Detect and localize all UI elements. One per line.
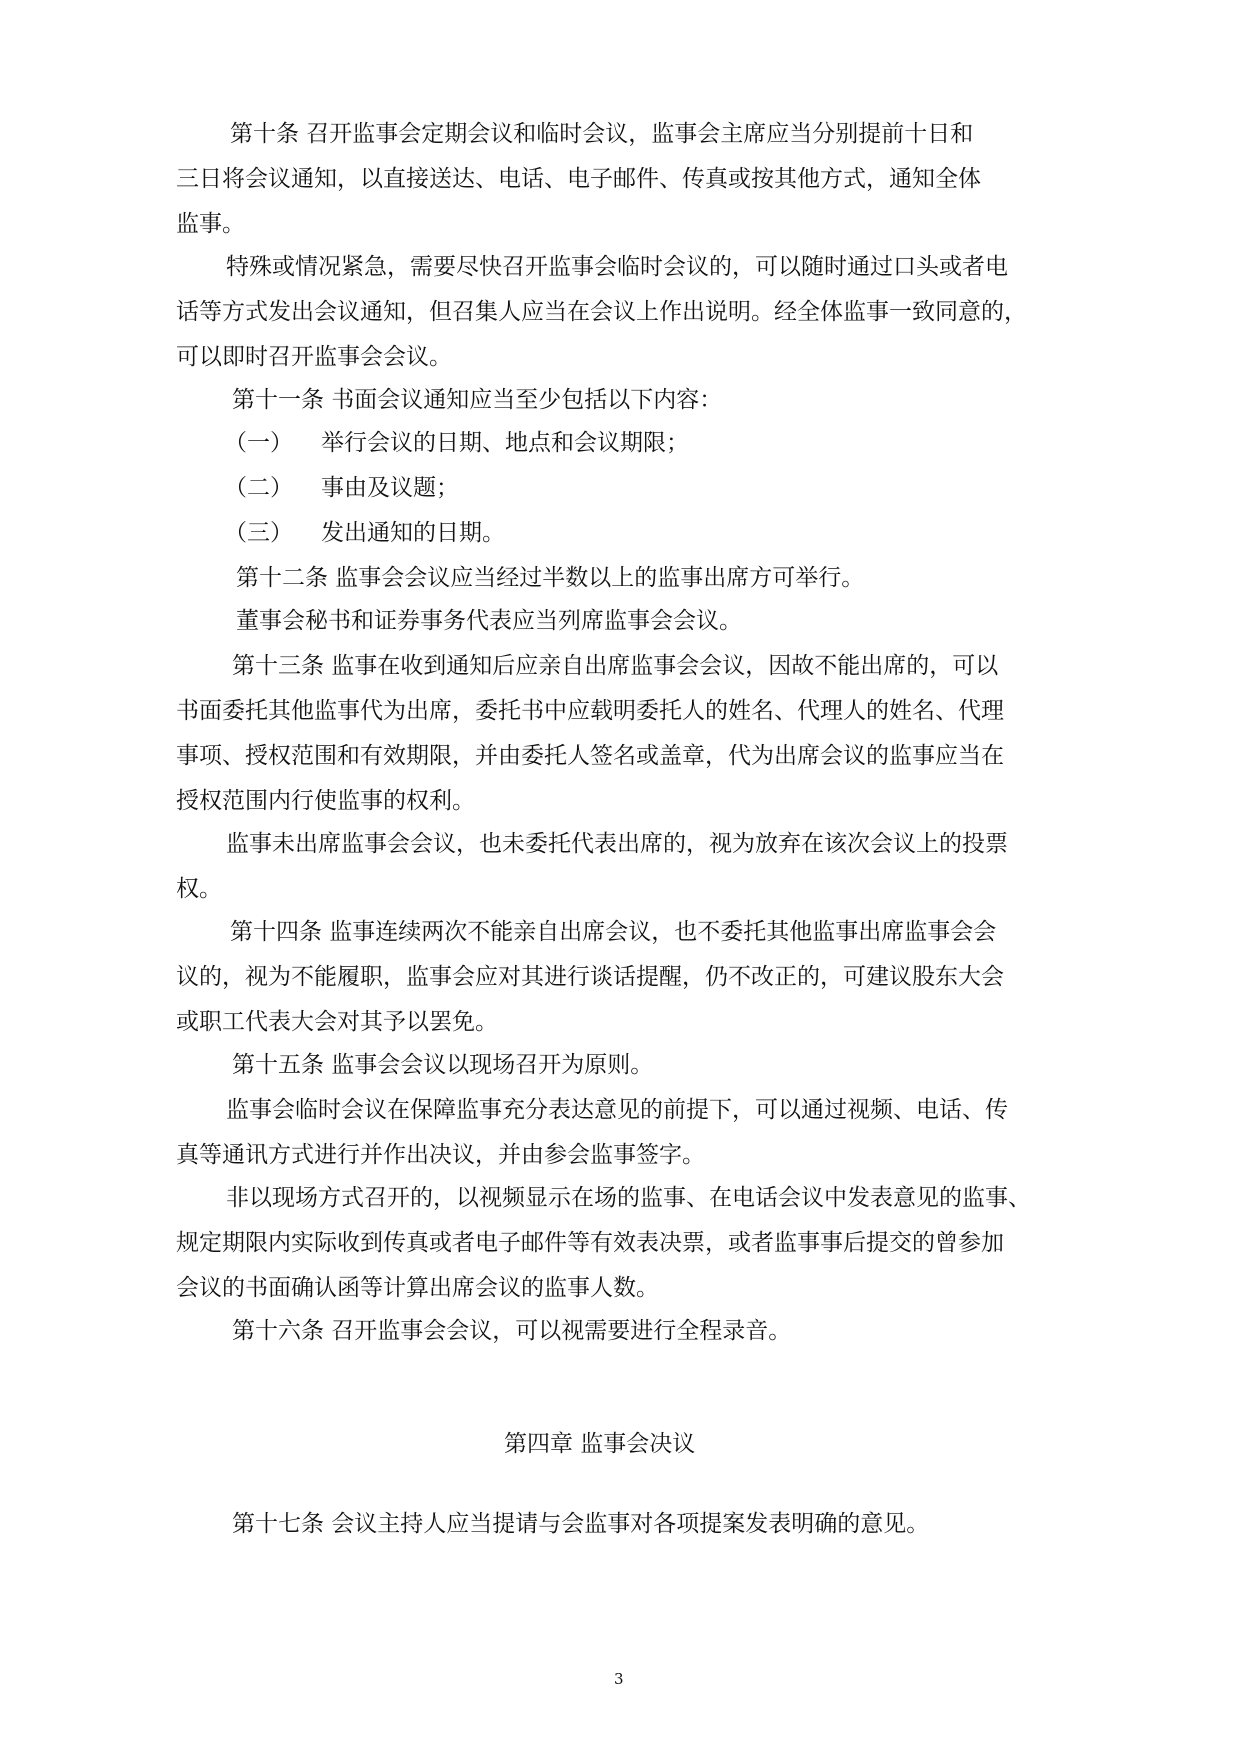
article-16-line-1: 第十六条 召开监事会会议，可以视需要进行全程录音。	[232, 1318, 792, 1344]
article-15-line-4: 非以现场方式召开的，以视频显示在场的监事、在电话会议中发表意见的监事、	[226, 1185, 1031, 1211]
article-15-line-3: 真等通讯方式进行并作出决议，并由参会监事签字。	[176, 1142, 705, 1168]
page-number: 3	[614, 1670, 624, 1688]
item-marker: （一）	[224, 430, 293, 456]
article-13-line-3: 事项、授权范围和有效期限，并由委托人签名或盖章，代为出席会议的监事应当在	[176, 743, 1004, 769]
article-10-line-3: 监事。	[176, 211, 245, 237]
article-10-line-2: 三日将会议通知，以直接送达、电话、电子邮件、传真或按其他方式，通知全体	[176, 166, 981, 192]
item-marker: （三）	[224, 520, 293, 546]
article-15-line-1: 第十五条 监事会会议以现场召开为原则。	[232, 1052, 654, 1078]
article-11-line-1: 第十一条 书面会议通知应当至少包括以下内容：	[232, 387, 723, 413]
article-11-item-3	[224, 518, 505, 548]
article-15-line-2: 监事会临时会议在保障监事充分表达意见的前提下，可以通过视频、电话、传	[226, 1097, 1008, 1123]
article-15-line-6: 会议的书面确认函等计算出席会议的监事人数。	[176, 1275, 659, 1301]
article-13-line-5: 监事未出席监事会会议，也未委托代表出席的，视为放弃在该次会议上的投票	[226, 831, 1008, 857]
article-13-line-2: 书面委托其他监事代为出席，委托书中应载明委托人的姓名、代理人的姓名、代理	[176, 698, 1004, 724]
article-12-line-1: 第十二条 监事会会议应当经过半数以上的监事出席方可举行。	[236, 565, 865, 591]
article-14-line-2: 议的，视为不能履职，监事会应对其进行谈话提醒，仍不改正的，可建议股东大会	[176, 964, 1004, 990]
article-12-line-2: 董事会秘书和证券事务代表应当列席监事会会议。	[236, 608, 742, 634]
chapter-4-title: 第四章 监事会决议	[504, 1431, 696, 1457]
item-text: 事由及议题；	[321, 475, 459, 501]
article-11-item-1	[224, 428, 689, 458]
article-14-line-3: 或职工代表大会对其予以罢免。	[176, 1009, 498, 1035]
article-10-line-1: 第十条 召开监事会定期会议和临时会议，监事会主席应当分别提前十日和	[230, 121, 974, 147]
article-10-emergency-line-2: 话等方式发出会议通知，但召集人应当在会议上作出说明。经全体监事一致同意的，	[176, 299, 1027, 325]
item-marker: （二）	[224, 475, 293, 501]
article-15-line-5: 规定期限内实际收到传真或者电子邮件等有效表决票，或者监事事后提交的曾参加	[176, 1230, 1004, 1256]
article-17-line-1: 第十七条 会议主持人应当提请与会监事对各项提案发表明确的意见。	[232, 1511, 930, 1537]
article-13-line-6: 权。	[176, 876, 222, 902]
article-10-emergency-line-3: 可以即时召开监事会会议。	[176, 344, 452, 370]
article-11-item-2	[224, 473, 459, 503]
item-text: 发出通知的日期。	[321, 520, 505, 546]
item-text: 举行会议的日期、地点和会议期限；	[321, 430, 689, 456]
article-14-line-1: 第十四条 监事连续两次不能亲自出席会议，也不委托其他监事出席监事会会	[230, 919, 997, 945]
article-10-emergency-line-1: 特殊或情况紧急，需要尽快召开监事会临时会议的，可以随时通过口头或者电	[226, 254, 1008, 280]
article-13-line-4: 授权范围内行使监事的权利。	[176, 788, 475, 814]
article-13-line-1: 第十三条 监事在收到通知后应亲自出席监事会会议，因故不能出席的，可以	[232, 653, 999, 679]
